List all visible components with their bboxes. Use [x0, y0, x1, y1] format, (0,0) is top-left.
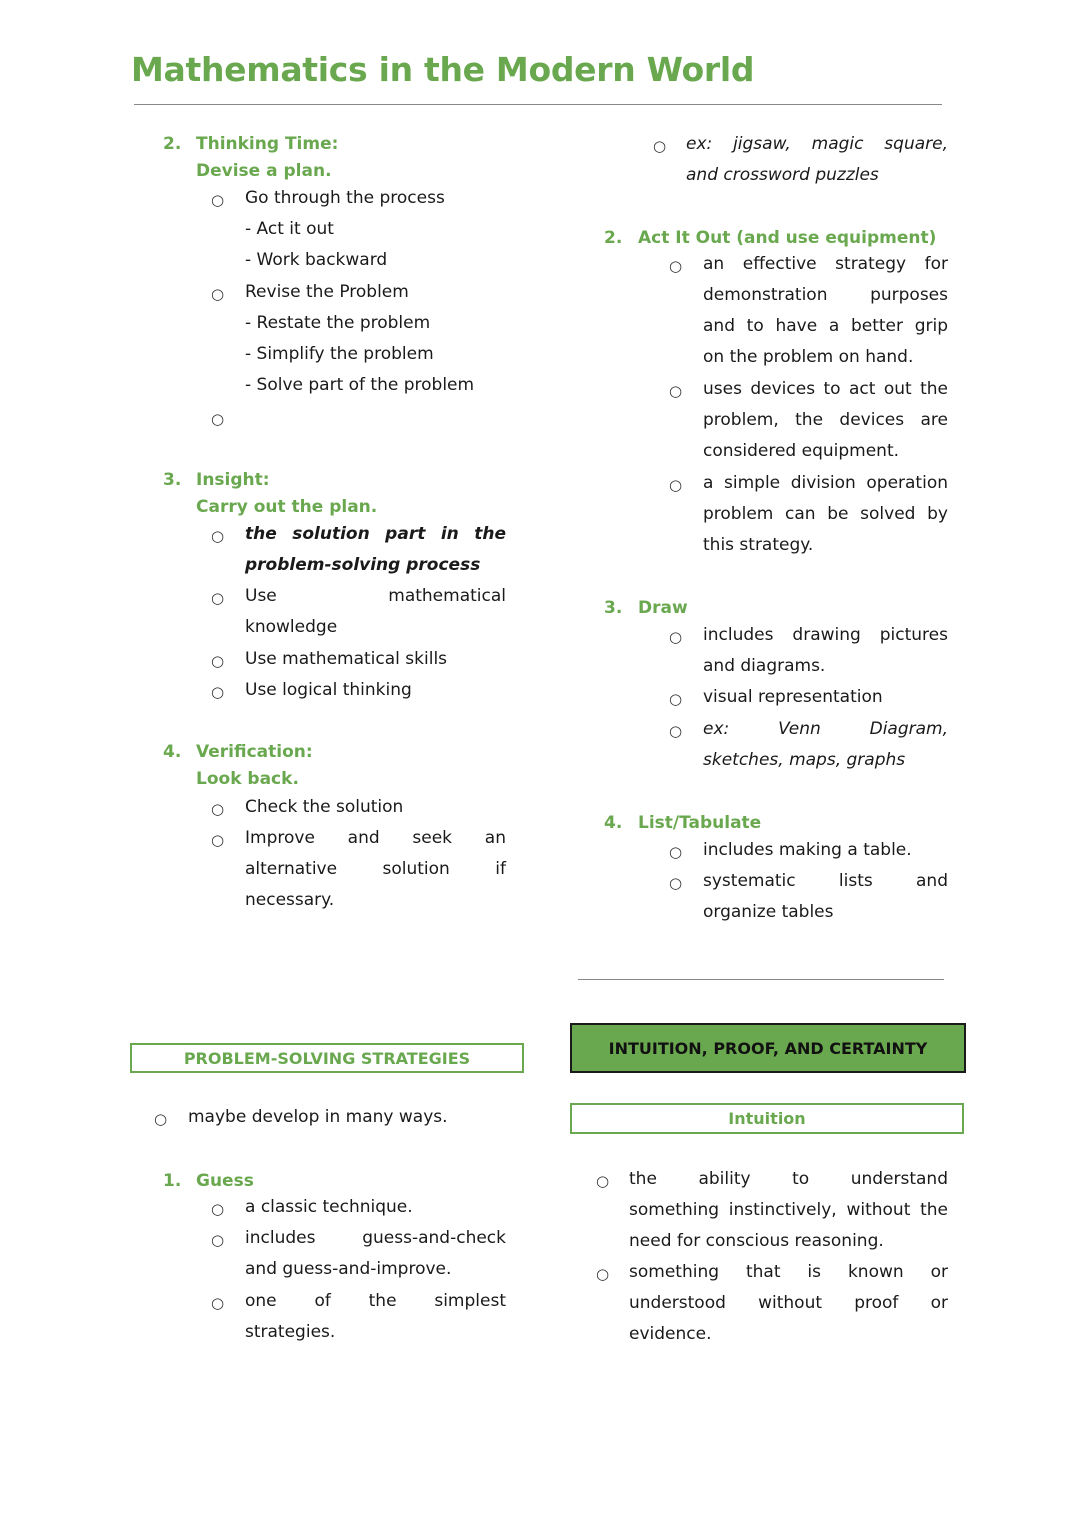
bullet-circle: ○ [669, 874, 683, 892]
step3-bullet3: Use mathematical skills [245, 649, 448, 669]
bullet-circle: ○ [669, 843, 683, 861]
list-bullet2-line2: organize tables [703, 902, 834, 922]
step3-subtitle: Carry out the plan. [196, 497, 378, 517]
act-bullet3-line1: a simple division operation [703, 473, 948, 493]
bullet-circle: ○ [211, 1294, 225, 1312]
bullet-circle: ○ [596, 1265, 610, 1283]
draw-bullet2: visual representation [703, 687, 883, 707]
act-bullet1-line3: and to have a better grip [703, 316, 948, 336]
list-title: List/Tabulate [638, 813, 762, 833]
bullet-circle: ○ [653, 137, 667, 155]
bullet-circle: ○ [669, 257, 683, 275]
step2-number: 2. [163, 134, 182, 154]
bullet-circle: ○ [596, 1172, 610, 1190]
guess-bullet2-line1: includes guess-and-check [245, 1228, 506, 1248]
step3-bullet1-line1: the solution part in the [245, 524, 506, 544]
bullet-circle: ○ [211, 1231, 225, 1249]
bullet-circle: ○ [211, 831, 225, 849]
step2-line-1: - Act it out [245, 219, 334, 239]
step2-title: Thinking Time: [196, 134, 339, 154]
step3-bullet2-line2: knowledge [245, 617, 338, 637]
draw-bullet3-line2: sketches, maps, graphs [703, 750, 906, 770]
act-title: Act It Out (and use equipment) [638, 228, 937, 248]
puzzle-examples-line1: ex: jigsaw, magic square, [686, 134, 948, 154]
intuition-bullet2-line2: understood without proof or [629, 1293, 948, 1313]
act-bullet2-line3: considered equipment. [703, 441, 900, 461]
bullet-circle: ○ [211, 285, 225, 303]
bullet-circle: ○ [669, 476, 683, 494]
step2-line-3: Revise the Problem [245, 282, 409, 302]
guess-bullet1: a classic technique. [245, 1197, 413, 1217]
step4-number: 4. [163, 742, 182, 762]
guess-bullet3-line2: strategies. [245, 1322, 336, 1342]
act-bullet1-line4: on the problem on hand. [703, 347, 914, 367]
puzzle-examples-line2: and crossword puzzles [686, 165, 879, 185]
step2-subtitle: Devise a plan. [196, 161, 332, 181]
step3-bullet2-line1: Use mathematical [245, 586, 506, 606]
step4-subtitle: Look back. [196, 769, 299, 789]
bullet-circle: ○ [669, 628, 683, 646]
step2-line-0: Go through the process [245, 188, 445, 208]
list-number: 4. [604, 813, 623, 833]
page-title: Mathematics in the Modern World [131, 50, 755, 89]
act-bullet3-line3: this strategy. [703, 535, 814, 555]
step4-bullet2-line2: alternative solution if [245, 859, 506, 879]
guess-title: Guess [196, 1171, 254, 1191]
section-divider [578, 979, 944, 980]
step4-bullet2-line3: necessary. [245, 890, 335, 910]
bullet-circle: ○ [669, 690, 683, 708]
intuition-banner: INTUITION, PROOF, AND CERTAINTY [570, 1023, 966, 1073]
intuition-bullet2-line3: evidence. [629, 1324, 712, 1344]
bullet-circle: ○ [211, 683, 225, 701]
intuition-bullet1-line2: something instinctively, without the [629, 1200, 948, 1220]
intuition-bullet1-line1: the ability to understand [629, 1169, 948, 1189]
step2-line-4: - Restate the problem [245, 313, 431, 333]
draw-bullet3-line1: ex: Venn Diagram, [703, 719, 948, 739]
act-bullet2-line1: uses devices to act out the [703, 379, 948, 399]
guess-bullet2-line2: and guess-and-improve. [245, 1259, 452, 1279]
bullet-circle: ○ [211, 800, 225, 818]
bullet-circle: ○ [211, 652, 225, 670]
guess-number: 1. [163, 1171, 182, 1191]
list-bullet2-line1: systematic lists and [703, 871, 948, 891]
step4-bullet2-line1: Improve and seek an [245, 828, 506, 848]
draw-bullet1-line2: and diagrams. [703, 656, 826, 676]
intuition-bullet2-line1: something that is known or [629, 1262, 948, 1282]
step3-bullet4: Use logical thinking [245, 680, 412, 700]
intuition-heading: Intuition [570, 1103, 964, 1134]
step4-title: Verification: [196, 742, 313, 762]
list-bullet1: includes making a table. [703, 840, 912, 860]
step4-bullet1: Check the solution [245, 797, 404, 817]
intuition-bullet1-line3: need for conscious reasoning. [629, 1231, 884, 1251]
draw-title: Draw [638, 598, 688, 618]
step3-number: 3. [163, 470, 182, 490]
bullet-circle: ○ [669, 722, 683, 740]
bullet-circle: ○ [669, 382, 683, 400]
step3-title: Insight: [196, 470, 270, 490]
draw-number: 3. [604, 598, 623, 618]
guess-bullet3-line1: one of the simplest [245, 1291, 506, 1311]
bullet-circle: ○ [211, 1200, 225, 1218]
act-bullet1-line2: demonstration purposes [703, 285, 948, 305]
step3-bullet1-line2: problem-solving process [245, 555, 481, 575]
bullet-circle: ○ [211, 589, 225, 607]
act-bullet2-line2: problem, the devices are [703, 410, 948, 430]
step2-line-5: - Simplify the problem [245, 344, 434, 364]
bullet-circle: ○ [211, 527, 225, 545]
title-divider [134, 104, 942, 105]
step2-line-2: - Work backward [245, 250, 388, 270]
draw-bullet1-line1: includes drawing pictures [703, 625, 948, 645]
act-bullet1-line1: an effective strategy for [703, 254, 948, 274]
step2-line-6: - Solve part of the problem [245, 375, 475, 395]
bullet-circle-empty: ○ [211, 410, 225, 428]
act-number: 2. [604, 228, 623, 248]
act-bullet3-line2: problem can be solved by [703, 504, 948, 524]
strategies-heading: PROBLEM-SOLVING STRATEGIES [130, 1043, 524, 1073]
bullet-circle: ○ [211, 191, 225, 209]
bullet-circle: ○ [154, 1110, 168, 1128]
strategies-intro: maybe develop in many ways. [188, 1107, 448, 1127]
